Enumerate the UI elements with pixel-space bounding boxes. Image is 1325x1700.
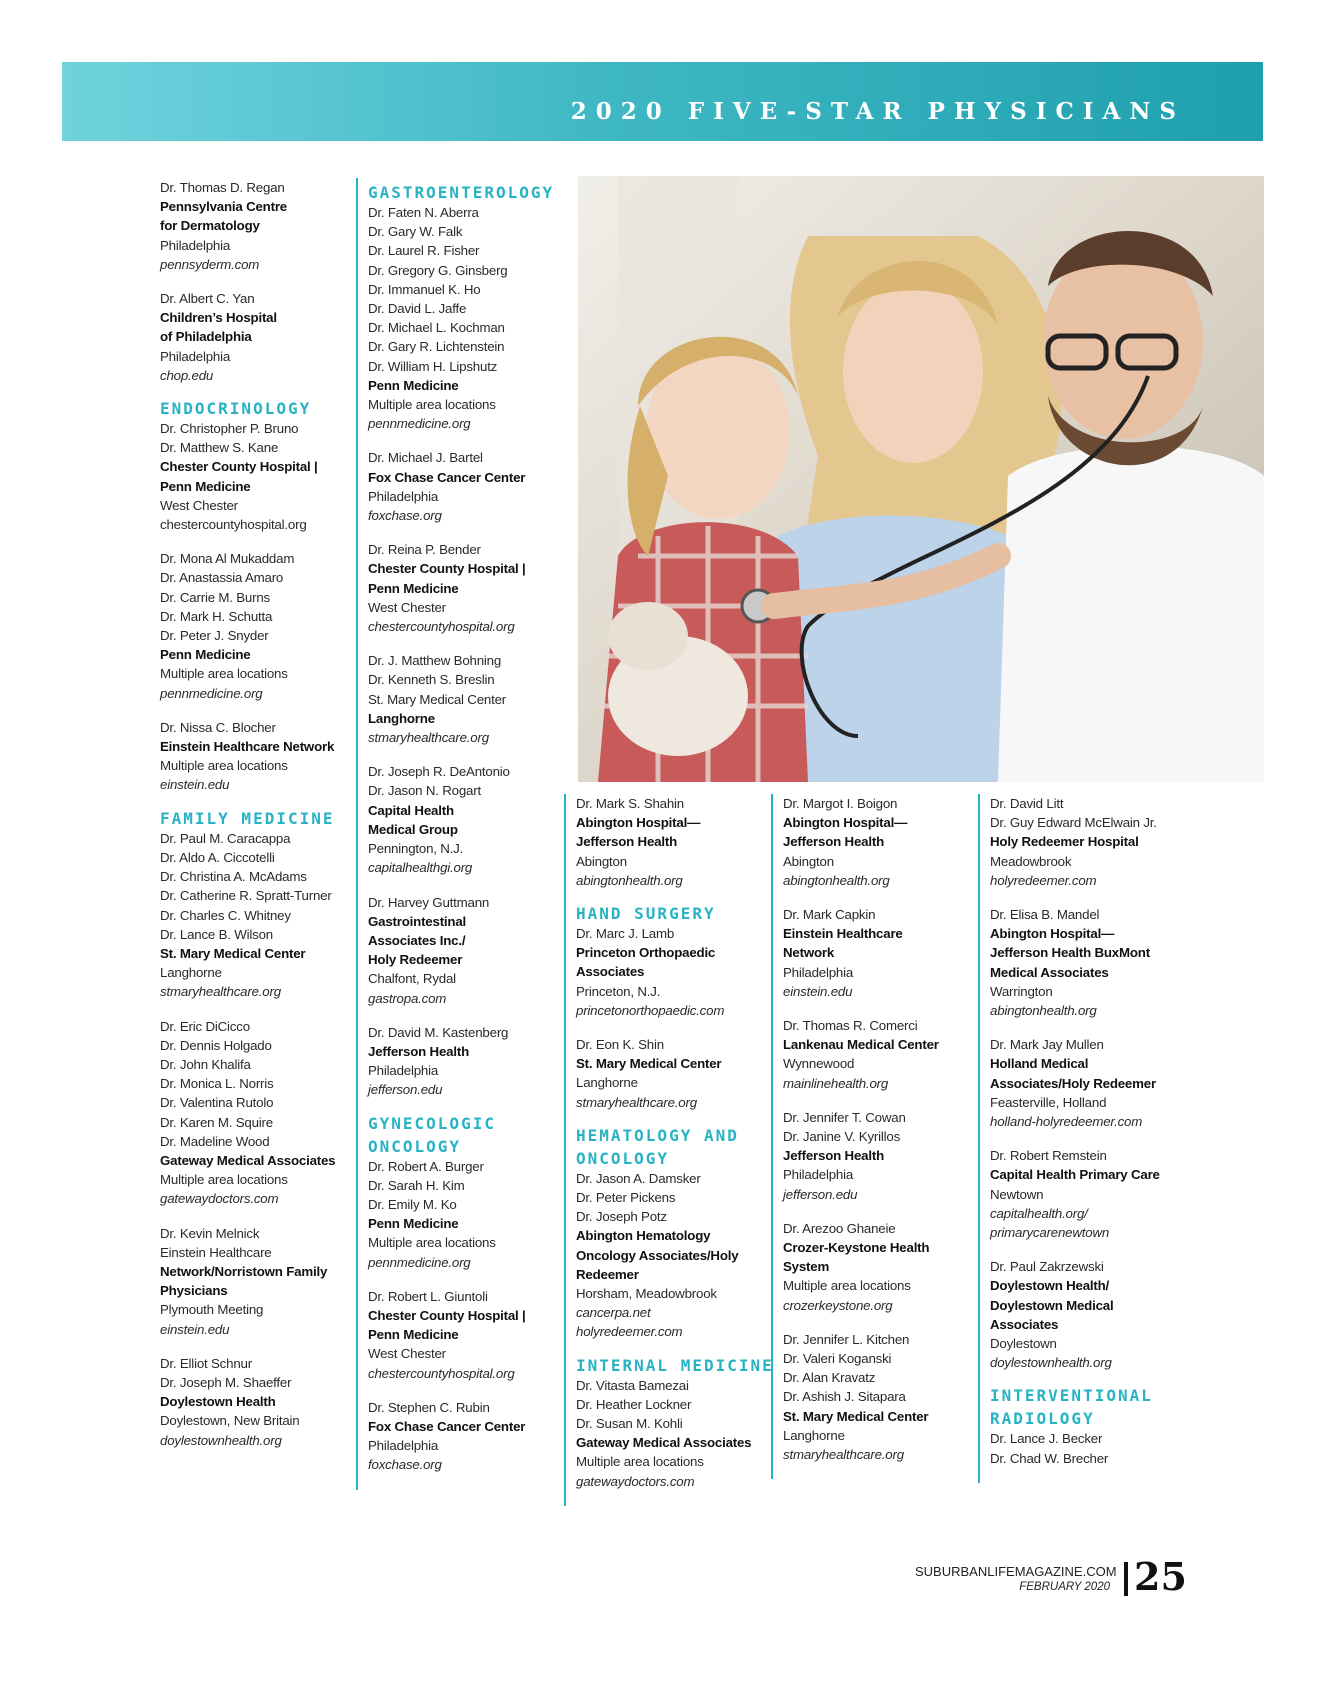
practice-name: Capital Health — [368, 802, 454, 818]
website-text: einstein.edu — [160, 1321, 230, 1337]
practice-name: Jefferson Health — [576, 834, 677, 850]
entry-line: Feasterville, Holland — [990, 1094, 1107, 1110]
website-text: abingtonhealth.org — [990, 1003, 1097, 1019]
entry-line: Philadelphia — [160, 237, 231, 253]
entry-line: Meadowbrook — [990, 853, 1072, 869]
website-text: chestercountyhospital.org — [368, 1365, 515, 1381]
practice-name: Physicians — [160, 1283, 228, 1299]
entry-line: Dr. Christina A. McAdams — [160, 869, 307, 885]
entry-line: Dr. Michael L. Kochman — [368, 320, 505, 336]
practice-name: Holy Redeemer Hospital — [990, 834, 1139, 850]
website-text: stmaryhealthcare.org — [368, 730, 489, 746]
physician-entry — [368, 1157, 568, 1272]
website-text: holyredeemer.com — [990, 872, 1097, 888]
entry-line: Dr. Dennis Holgado — [160, 1037, 272, 1053]
entry-line: Dr. Joseph Potz — [576, 1209, 667, 1225]
entry-line: Dr. Madeline Wood — [160, 1133, 270, 1149]
entry-line: Dr. Jason N. Rogart — [368, 783, 481, 799]
entry-line: Dr. Sarah H. Kim — [368, 1177, 465, 1193]
practice-name: for Dermatology — [160, 218, 260, 234]
doctor-child-photo — [578, 176, 1264, 782]
practice-name: St. Mary Medical Center — [576, 1056, 722, 1072]
physician-entry — [160, 178, 360, 274]
practice-name: System — [783, 1259, 830, 1275]
listing-column-5 — [978, 794, 1190, 1483]
website-text: stmaryhealthcare.org — [160, 984, 281, 1000]
entry-line: Dr. Emily M. Ko — [368, 1196, 457, 1212]
entry-line: Philadelphia — [368, 488, 439, 504]
listing-column-1 — [160, 178, 360, 1465]
website-text: jefferson.edu — [783, 1186, 858, 1202]
practice-name: Princeton Orthopaedic — [576, 945, 716, 961]
section-heading: HEMATOLOGY AND — [576, 1125, 739, 1145]
practice-name: Redeemer — [576, 1266, 639, 1282]
website-text: einstein.edu — [160, 777, 230, 793]
physician-entry — [368, 1287, 568, 1383]
entry-line: Dr. Carrie M. Burns — [160, 589, 270, 605]
practice-name: Associates/Holy Redeemer — [990, 1075, 1156, 1091]
practice-name: Penn Medicine — [160, 647, 251, 663]
entry-line: Philadelphia — [368, 1438, 439, 1454]
entry-line: Dr. Chad W. Brecher — [990, 1450, 1109, 1466]
entry-line: Dr. Lance J. Becker — [990, 1431, 1103, 1447]
physician-entry — [160, 549, 360, 703]
entry-line: Dr. Valentina Rutolo — [160, 1095, 274, 1111]
practice-name: St. Mary Medical Center — [160, 945, 306, 961]
entry-line: Dr. Elisa B. Mandel — [990, 907, 1100, 923]
physician-entry — [783, 1108, 983, 1204]
entry-line: Dr. Aldo A. Ciccotelli — [160, 849, 275, 865]
entry-line: Dr. Joseph R. DeAntonio — [368, 764, 510, 780]
physician-entry — [160, 829, 360, 1002]
page-number: 25 — [1134, 1554, 1187, 1599]
entry-line: Philadelphia — [783, 964, 854, 980]
physician-entry — [368, 762, 568, 877]
physician-entry — [160, 1017, 360, 1209]
entry-line: Dr. Michael J. Bartel — [368, 450, 483, 466]
entry-line: Dr. Alan Kravatz — [783, 1370, 876, 1386]
entry-line: Abington — [576, 853, 627, 869]
practice-name: Gateway Medical Associates — [576, 1435, 752, 1451]
website-text: capitalhealth.org/ — [990, 1205, 1088, 1221]
entry-line: Dr. Kevin Melnick — [160, 1225, 260, 1241]
practice-name: Medical Associates — [990, 964, 1109, 980]
website-text: gatewaydoctors.com — [160, 1191, 279, 1207]
practice-name: Abington Hematology — [576, 1228, 711, 1244]
website-text: doylestownhealth.org — [160, 1432, 282, 1448]
section-heading: ONCOLOGY — [368, 1136, 462, 1156]
footer-separator — [1124, 1562, 1128, 1596]
entry-line: Dr. Christopher P. Bruno — [160, 421, 299, 437]
entry-line: Princeton, N.J. — [576, 983, 661, 999]
physician-entry — [368, 203, 568, 433]
entry-line: Dr. Mona Al Mukaddam — [160, 551, 295, 567]
practice-name: Einstein Healthcare — [783, 926, 903, 942]
website-text: pennmedicine.org — [368, 416, 471, 432]
practice-name: Langhorne — [368, 710, 435, 726]
practice-name: Lankenau Medical Center — [783, 1037, 939, 1053]
entry-line: Dr. Paul Zakrzewski — [990, 1259, 1104, 1275]
entry-line: Pennington, N.J. — [368, 841, 464, 857]
physician-entry — [783, 1330, 983, 1464]
entry-line: Multiple area locations — [783, 1278, 911, 1294]
entry-line: Dr. Matthew S. Kane — [160, 440, 279, 456]
section-heading: ENDOCRINOLOGY — [160, 399, 312, 419]
website-text: pennmedicine.org — [368, 1254, 471, 1270]
practice-name: Associates — [990, 1316, 1059, 1332]
practice-name: Jefferson Health — [783, 834, 884, 850]
entry-line: Multiple area locations — [160, 666, 288, 682]
entry-line: Dr. Jennifer T. Cowan — [783, 1109, 906, 1125]
website-text: chop.edu — [160, 367, 214, 383]
practice-name: Crozer-Keystone Health — [783, 1240, 930, 1256]
entry-line: Dr. Gary R. Lichtenstein — [368, 339, 505, 355]
physician-entry — [576, 924, 776, 1020]
website-text: gatewaydoctors.com — [576, 1473, 695, 1489]
section-heading: RADIOLOGY — [990, 1409, 1095, 1429]
entry-line: Dr. Guy Edward McElwain Jr. — [990, 815, 1157, 831]
physician-entry — [576, 1169, 776, 1342]
entry-line: Dr. Susan M. Kohli — [576, 1416, 683, 1432]
physician-entry — [368, 540, 568, 636]
entry-line: Dr. Valeri Koganski — [783, 1351, 892, 1367]
physician-entry — [783, 905, 983, 1001]
website-text: abingtonhealth.org — [576, 872, 683, 888]
entry-line: Dr. Marc J. Lamb — [576, 926, 675, 942]
physician-entry — [990, 1035, 1190, 1131]
practice-name: Chester County Hospital | — [368, 561, 526, 577]
entry-line: Multiple area locations — [160, 1172, 288, 1188]
website-text: einstein.edu — [783, 983, 853, 999]
practice-name: Capital Health Primary Care — [990, 1167, 1160, 1183]
entry-line: Dr. Albert C. Yan — [160, 291, 255, 307]
entry-line: Dr. Charles C. Whitney — [160, 907, 291, 923]
website-text: foxchase.org — [368, 508, 442, 524]
entry-line: Chalfont, Rydal — [368, 971, 456, 987]
entry-line: Newtown — [990, 1186, 1044, 1202]
entry-line: Dr. Eon K. Shin — [576, 1037, 664, 1053]
website-text: mainlinehealth.org — [783, 1075, 889, 1091]
section-heading: GYNECOLOGIC — [368, 1113, 496, 1133]
entry-line: Doylestown — [990, 1336, 1057, 1352]
physician-entry — [576, 1035, 776, 1112]
practice-name: Gastrointestinal — [368, 913, 467, 929]
footer-date: FEBRUARY 2020 — [1019, 1581, 1110, 1593]
photo-illustration — [578, 176, 1264, 782]
entry-line: Dr. Stephen C. Rubin — [368, 1399, 490, 1415]
listing-column-4 — [771, 794, 983, 1479]
entry-line: Dr. Mark Capkin — [783, 907, 876, 923]
website-text: doylestownhealth.org — [990, 1355, 1112, 1371]
entry-line: Dr. Elliot Schnur — [160, 1355, 252, 1371]
practice-name: Network — [783, 945, 835, 961]
practice-name: Abington Hospital— — [576, 815, 701, 831]
physician-entry — [576, 1376, 776, 1491]
entry-line: Dr. Heather Lockner — [576, 1396, 692, 1412]
website-text: cancerpa.net — [576, 1305, 651, 1321]
entry-line: Doylestown, New Britain — [160, 1413, 300, 1429]
practice-name: Children’s Hospital — [160, 310, 277, 326]
entry-line: Dr. Mark Jay Mullen — [990, 1037, 1104, 1053]
entry-line: Dr. David L. Jaffe — [368, 301, 467, 317]
entry-line: Dr. Thomas R. Comerci — [783, 1018, 918, 1034]
practice-name: Oncology Associates/Holy — [576, 1247, 739, 1263]
entry-line: Dr. Laurel R. Fisher — [368, 243, 480, 259]
footer-site: SUBURBANLIFEMAGAZINE.COM — [915, 1564, 1117, 1579]
practice-name: Pennsylvania Centre — [160, 199, 288, 215]
practice-name: Fox Chase Cancer Center — [368, 1418, 526, 1434]
physician-entry — [576, 794, 776, 890]
practice-name: Associates Inc./ — [368, 932, 466, 948]
practice-name: Jefferson Health — [368, 1043, 469, 1059]
practice-name: Associates — [576, 964, 645, 980]
physician-entry — [160, 1224, 360, 1339]
entry-line: Dr. Jennifer L. Kitchen — [783, 1331, 910, 1347]
entry-line: Philadelphia — [160, 348, 231, 364]
section-heading: INTERNAL MEDICINE — [576, 1355, 774, 1375]
listing-column-2 — [356, 178, 568, 1490]
website-text: foxchase.org — [368, 1457, 442, 1473]
section-heading: GASTROENTEROLOGY — [368, 183, 555, 202]
entry-line: Dr. Mark S. Shahin — [576, 796, 684, 811]
entry-line: Plymouth Meeting — [160, 1302, 264, 1318]
practice-name: Doylestown Health/ — [990, 1278, 1110, 1294]
entry-line: Dr. Immanuel K. Ho — [368, 281, 481, 297]
entry-line: Multiple area locations — [576, 1454, 704, 1470]
section-heading: INTERVENTIONAL — [990, 1386, 1153, 1406]
practice-name: Doylestown Health — [160, 1394, 276, 1410]
entry-line: Dr. J. Matthew Bohning — [368, 653, 502, 669]
practice-name: Penn Medicine — [160, 478, 251, 494]
listing-column-3 — [564, 794, 776, 1506]
entry-line: Dr. Kenneth S. Breslin — [368, 672, 495, 688]
website-text: pennsyderm.com — [160, 256, 260, 272]
website-text: primarycarenewtown — [990, 1225, 1110, 1241]
physician-entry — [160, 289, 360, 385]
section-heading: HAND SURGERY — [576, 904, 716, 924]
entry-line: Dr. Mark H. Schutta — [160, 608, 273, 624]
entry-line: Langhorne — [783, 1427, 845, 1443]
entry-line: Dr. Ashish J. Sitapara — [783, 1389, 906, 1405]
entry-line: Horsham, Meadowbrook — [576, 1286, 717, 1302]
practice-name: Penn Medicine — [368, 1327, 459, 1343]
entry-line: Dr. Joseph M. Shaeffer — [160, 1374, 292, 1390]
practice-name: Medical Group — [368, 821, 458, 837]
entry-line: Dr. Lance B. Wilson — [160, 926, 273, 942]
website-text: holyredeemer.com — [576, 1324, 683, 1340]
practice-name: Fox Chase Cancer Center — [368, 469, 526, 485]
entry-line: Dr. Margot I. Boigon — [783, 796, 898, 811]
practice-name: Abington Hospital— — [783, 815, 908, 831]
practice-name: Holy Redeemer — [368, 952, 463, 968]
entry-line: Langhorne — [576, 1075, 638, 1091]
entry-line: Dr. Reina P. Bender — [368, 542, 481, 558]
website-text: jefferson.edu — [368, 1082, 443, 1098]
entry-line: Dr. Arezoo Ghaneie — [783, 1220, 896, 1236]
physician-entry — [990, 1257, 1190, 1372]
website-text: stmaryhealthcare.org — [783, 1447, 904, 1463]
physician-entry — [368, 651, 568, 747]
section-heading: ONCOLOGY — [576, 1148, 670, 1168]
entry-line: West Chester — [160, 497, 238, 513]
practice-name: St. Mary Medical Center — [783, 1408, 929, 1424]
practice-name: Jefferson Health — [783, 1148, 884, 1164]
entry-line: Dr. Robert Remstein — [990, 1148, 1107, 1164]
entry-line: Dr. Eric DiCicco — [160, 1018, 250, 1034]
physician-entry — [368, 1398, 568, 1475]
physician-entry — [990, 1429, 1190, 1467]
entry-line: Dr. William H. Lipshutz — [368, 358, 498, 374]
entry-line: Wynnewood — [783, 1056, 855, 1072]
physician-entry — [783, 794, 983, 890]
website-text: gastropa.com — [368, 990, 447, 1006]
practice-name: Penn Medicine — [368, 1216, 459, 1232]
entry-line: Multiple area locations — [368, 1235, 496, 1251]
physician-entry — [368, 1023, 568, 1100]
entry-line: Langhorne — [160, 965, 222, 981]
entry-line: Dr. Peter J. Snyder — [160, 628, 269, 644]
practice-name: Holland Medical — [990, 1056, 1089, 1072]
entry-line: West Chester — [368, 1346, 446, 1362]
entry-line: Dr. Gary W. Falk — [368, 224, 463, 240]
website-text: chestercountyhospital.org — [368, 619, 515, 635]
website-text: crozerkeystone.org — [783, 1297, 893, 1313]
entry-line: Dr. Nissa C. Blocher — [160, 719, 276, 735]
page-title: 2020 FIVE-STAR PHYSICIANS — [570, 98, 1185, 125]
entry-line: Dr. Jason A. Damsker — [576, 1170, 701, 1186]
entry-line: Dr. Vitasta Bamezai — [576, 1377, 689, 1393]
practice-name: Penn Medicine — [368, 580, 459, 596]
header-banner — [62, 62, 1263, 141]
entry-line: Dr. Harvey Guttmann — [368, 894, 490, 910]
physician-entry — [368, 448, 568, 525]
physician-entry — [160, 419, 360, 534]
physician-entry — [990, 905, 1190, 1020]
entry-line: St. Mary Medical Center — [368, 691, 507, 707]
entry-line: Dr. Paul M. Caracappa — [160, 830, 291, 846]
entry-line: Multiple area locations — [368, 397, 496, 413]
entry-line: Philadelphia — [783, 1167, 854, 1183]
website-text: holland-holyredeemer.com — [990, 1114, 1143, 1130]
practice-name: Network/Norristown Family — [160, 1263, 328, 1279]
website-text: stmaryhealthcare.org — [576, 1094, 697, 1110]
entry-line: Abington — [783, 853, 834, 869]
practice-name: Chester County Hospital | — [160, 459, 318, 475]
entry-line: Dr. Anastassia Amaro — [160, 570, 284, 586]
section-heading: FAMILY MEDICINE — [160, 808, 335, 828]
physician-entry — [368, 893, 568, 1008]
physician-entry — [990, 794, 1190, 890]
physician-entry — [783, 1016, 983, 1093]
website-text: capitalhealthgi.org — [368, 860, 473, 876]
physician-entry — [990, 1146, 1190, 1242]
entry-line: Warrington — [990, 983, 1053, 999]
practice-name: Jefferson Health BuxMont — [990, 945, 1150, 961]
entry-line: Einstein Healthcare — [160, 1244, 272, 1260]
entry-line: chestercountyhospital.org — [160, 517, 307, 533]
practice-name: Doylestown Medical — [990, 1297, 1114, 1313]
entry-line: Dr. Robert L. Giuntoli — [368, 1288, 488, 1304]
practice-name: Chester County Hospital | — [368, 1307, 526, 1323]
entry-line: Dr. John Khalifa — [160, 1056, 251, 1072]
entry-line: Multiple area locations — [160, 758, 288, 774]
physician-entry — [160, 718, 360, 795]
entry-line: Dr. Faten N. Aberra — [368, 205, 479, 220]
practice-name: Penn Medicine — [368, 377, 459, 393]
entry-line: Dr. Gregory G. Ginsberg — [368, 262, 508, 278]
entry-line: Dr. David M. Kastenberg — [368, 1024, 509, 1040]
entry-line: Dr. Karen M. Squire — [160, 1114, 273, 1130]
entry-line: Dr. David Litt — [990, 796, 1064, 811]
practice-name: Gateway Medical Associates — [160, 1152, 336, 1168]
practice-name: Einstein Healthcare Network — [160, 739, 335, 755]
entry-line: Dr. Peter Pickens — [576, 1190, 676, 1206]
entry-line: Philadelphia — [368, 1063, 439, 1079]
entry-line: West Chester — [368, 599, 446, 615]
website-text: pennmedicine.org — [160, 685, 263, 701]
entry-line: Dr. Monica L. Norris — [160, 1076, 274, 1092]
entry-line: Dr. Thomas D. Regan — [160, 180, 285, 195]
practice-name: of Philadelphia — [160, 329, 252, 345]
website-text: princetonorthopaedic.com — [576, 1002, 725, 1018]
entry-line: Dr. Catherine R. Spratt-Turner — [160, 888, 332, 904]
physician-entry — [160, 1354, 360, 1450]
entry-line: Dr. Robert A. Burger — [368, 1158, 484, 1174]
practice-name: Abington Hospital— — [990, 926, 1115, 942]
entry-line: Dr. Janine V. Kyrillos — [783, 1129, 901, 1145]
physician-entry — [783, 1219, 983, 1315]
website-text: abingtonhealth.org — [783, 872, 890, 888]
